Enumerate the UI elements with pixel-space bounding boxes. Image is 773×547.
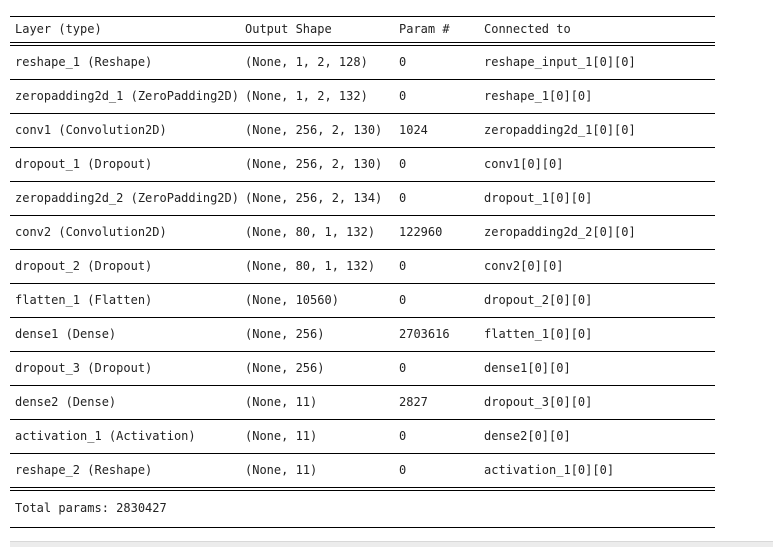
connected-to: dropout_2[0][0] bbox=[484, 293, 593, 307]
layer-name: conv2 (Convolution2D) bbox=[15, 225, 167, 239]
param-count: 0 bbox=[399, 463, 407, 477]
table-row bbox=[10, 250, 715, 284]
connected-to: dropout_1[0][0] bbox=[484, 191, 593, 205]
param-count: 0 bbox=[399, 157, 407, 171]
param-count: 2703616 bbox=[399, 327, 450, 341]
connected-to: zeropadding2d_1[0][0] bbox=[484, 123, 636, 137]
output-shape: (None, 11) bbox=[245, 429, 318, 443]
total-params: Total params: 2830427 bbox=[10, 491, 715, 528]
output-shape: (None, 80, 1, 132) bbox=[245, 259, 376, 273]
layer-name: reshape_2 (Reshape) bbox=[15, 463, 153, 477]
connected-to: reshape_input_1[0][0] bbox=[484, 55, 636, 69]
layer-name: dropout_1 (Dropout) bbox=[15, 157, 153, 171]
table-body bbox=[10, 46, 715, 487]
table-row bbox=[10, 80, 715, 114]
model-summary-table bbox=[10, 16, 715, 528]
connected-to: flatten_1[0][0] bbox=[484, 327, 593, 341]
param-count: 0 bbox=[399, 361, 407, 375]
param-count: 1024 bbox=[399, 123, 428, 137]
table-row bbox=[10, 46, 715, 80]
table-row bbox=[10, 454, 715, 487]
connected-to: conv2[0][0] bbox=[484, 259, 564, 273]
param-count: 0 bbox=[399, 259, 407, 273]
param-count: 0 bbox=[399, 429, 407, 443]
param-count: 122960 bbox=[399, 225, 443, 239]
output-shape: (None, 1, 2, 128) bbox=[245, 55, 368, 69]
connected-to: dense2[0][0] bbox=[484, 429, 571, 443]
connected-to: activation_1[0][0] bbox=[484, 463, 615, 477]
layer-name: dense2 (Dense) bbox=[15, 395, 117, 409]
output-shape: (None, 256) bbox=[245, 327, 325, 341]
layer-name: dropout_2 (Dropout) bbox=[15, 259, 153, 273]
output-shape: (None, 256, 2, 130) bbox=[245, 157, 383, 171]
param-count: 0 bbox=[399, 191, 407, 205]
param-count: 0 bbox=[399, 293, 407, 307]
header-params: Param # bbox=[399, 22, 450, 36]
table-row bbox=[10, 216, 715, 250]
output-shape: (None, 11) bbox=[245, 463, 318, 477]
output-shape: (None, 256) bbox=[245, 361, 325, 375]
header-output-shape: Output Shape bbox=[245, 22, 332, 36]
layer-name: reshape_1 (Reshape) bbox=[15, 55, 153, 69]
layer-name: zeropadding2d_1 (ZeroPadding2D) bbox=[15, 89, 239, 103]
layer-name: dense1 (Dense) bbox=[15, 327, 117, 341]
table-row bbox=[10, 420, 715, 454]
param-count: 2827 bbox=[399, 395, 428, 409]
connected-to: reshape_1[0][0] bbox=[484, 89, 593, 103]
connected-to: conv1[0][0] bbox=[484, 157, 564, 171]
layer-name: activation_1 (Activation) bbox=[15, 429, 196, 443]
layer-name: flatten_1 (Flatten) bbox=[15, 293, 153, 307]
table-row bbox=[10, 114, 715, 148]
table-row bbox=[10, 284, 715, 318]
header-layer: Layer (type) bbox=[15, 22, 102, 36]
param-count: 0 bbox=[399, 89, 407, 103]
output-shape: (None, 1, 2, 132) bbox=[245, 89, 368, 103]
output-shape: (None, 11) bbox=[245, 395, 318, 409]
output-shape: (None, 80, 1, 132) bbox=[245, 225, 376, 239]
connected-to: dropout_3[0][0] bbox=[484, 395, 593, 409]
header-connected: Connected to bbox=[484, 22, 571, 36]
output-shape: (None, 256, 2, 134) bbox=[245, 191, 383, 205]
table-row bbox=[10, 352, 715, 386]
table-row bbox=[10, 318, 715, 352]
param-count: 0 bbox=[399, 55, 407, 69]
connected-to: zeropadding2d_2[0][0] bbox=[484, 225, 636, 239]
table-row bbox=[10, 182, 715, 216]
table-row bbox=[10, 386, 715, 420]
output-shape: (None, 10560) bbox=[245, 293, 339, 307]
layer-name: dropout_3 (Dropout) bbox=[15, 361, 153, 375]
header-row bbox=[10, 17, 715, 42]
layer-name: zeropadding2d_2 (ZeroPadding2D) bbox=[15, 191, 239, 205]
table-row bbox=[10, 148, 715, 182]
layer-name: conv1 (Convolution2D) bbox=[15, 123, 167, 137]
output-shape: (None, 256, 2, 130) bbox=[245, 123, 383, 137]
bottom-bar bbox=[10, 541, 773, 547]
connected-to: dense1[0][0] bbox=[484, 361, 571, 375]
